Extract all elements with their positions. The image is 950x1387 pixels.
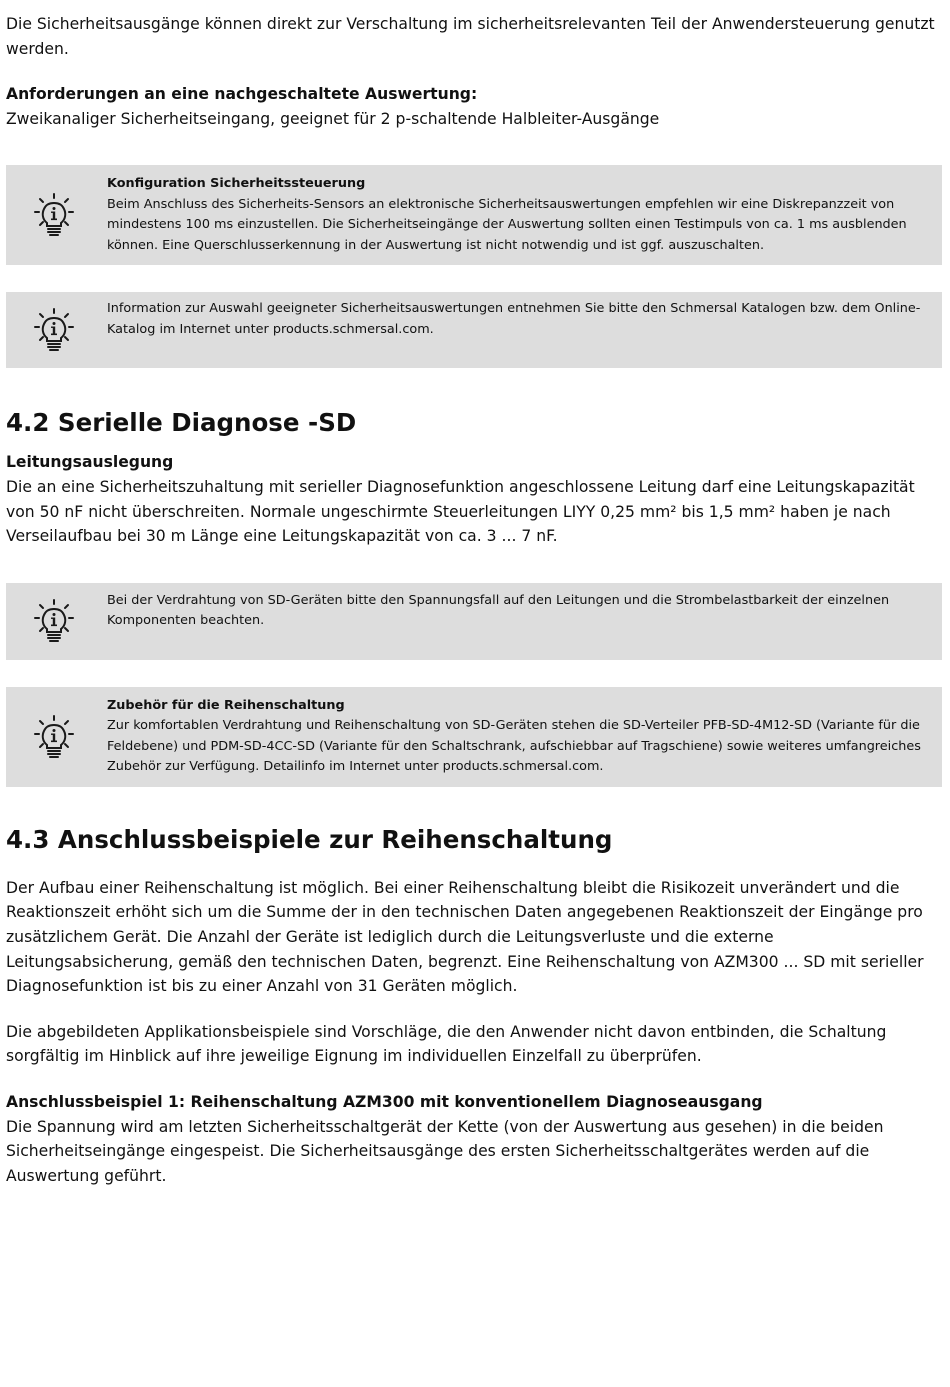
example-text: Die Spannung wird am letzten Sicherheitsschaltgerät der Kette (von der Auswertung aus gesehen) in die beiden Sicherheitseingänge eingespeist. Die Sicherheitsausgänge des ersten Sicherheitsschaltgerätes werden auf die Auswertung geführt.	[6, 1117, 884, 1185]
section-heading-4-3: 4.3 Anschlussbeispiele zur Reihenschaltung	[6, 824, 613, 854]
section-heading-4-2: 4.2 Serielle Diagnose -SD	[6, 408, 357, 438]
info-bulb-icon	[34, 715, 74, 759]
note-title: Zubehör für die Reihenschaltung	[107, 697, 345, 713]
info-bulb-icon	[34, 193, 74, 237]
note-text: Information zur Auswahl geeigneter Sicherheitsauswertungen entnehmen Sie bitte den Schmersal Katalogen bzw. dem Online-Katalog im Internet unter products.schmersal.com.	[107, 301, 921, 337]
note-text: Beim Anschluss des Sicherheits-Sensors an elektronische Sicherheitsauswertungen empfehlen wir eine Diskrepanzzeit von mindestens 100 ms einzustellen. Die Sicherheitseingänge der Auswertung sollten einen Testimpuls von ca. 1 ms ausblenden können. Eine Querschlusserkennung in der Auswertung ist nicht notwendig und ist ggf. auszuschalten.	[107, 196, 907, 253]
note-text: Zur komfortablen Verdrahtung und Reihenschaltung von SD-Geräten stehen die SD-Verteiler PFB-SD-4M12-SD (Variante für die Feldebene) und PDM-SD-4CC-SD (Variante für den Schaltschrank, aufschiebbar auf Tragschiene) sowie weiteres umfangreiches Zubehör zur Verfügung. Detailinfo im Internet unter products.schmersal.com.	[107, 718, 921, 775]
note-box-configuration	[6, 165, 942, 265]
section-paragraph: Der Aufbau einer Reihenschaltung ist möglich. Bei einer Reihenschaltung bleibt die Risikozeit unverändert und die Reaktionszeit erhöht sich um die Summe der in den technischen Daten angegebenen Reaktionszeit der Eingänge pro zusätzlichem Gerät. Die Anzahl der Geräte ist lediglich durch die Leitungsverluste und die externe Leitungsabsicherung, gemäß den technischen Daten, begrenzt. Eine Reihenschaltung von AZM300 ... SD mit serieller Diagnosefunktion ist bis zu einer Anzahl von 31 Geräten möglich.	[6, 878, 924, 996]
note-box-accessories	[6, 687, 942, 787]
note-text: Bei der Verdrahtung von SD-Geräten bitte den Spannungsfall auf den Leitungen und die Strombelastbarkeit der einzelnen Komponenten beachten.	[107, 592, 890, 629]
info-bulb-icon	[34, 308, 74, 352]
subsection-title: Leitungsauslegung	[6, 453, 174, 472]
note-title: Konfiguration Sicherheitssteuerung	[107, 176, 366, 192]
note-box-wiring	[6, 583, 942, 660]
info-bulb-icon	[34, 599, 74, 643]
intro-paragraph: Die Sicherheitsausgänge können direkt zur Verschaltung im sicherheitsrelevanten Teil der Anwendersteuerung genutzt werden.	[6, 15, 935, 58]
document-page	[6, 12, 942, 1188]
requirements-title: Anforderungen an eine nachgeschaltete Auswertung:	[6, 85, 478, 104]
example-title: Anschlussbeispiel 1: Reihenschaltung AZM300 mit konventionellem Diagnoseausgang	[6, 1092, 763, 1111]
note-box-information	[6, 292, 942, 368]
section-paragraph: Die an eine Sicherheitszuhaltung mit serieller Diagnosefunktion angeschlossene Leitung darf eine Leitungskapazität von 50 nF nicht überschreiten. Normale ungeschirmte Steuerleitungen LIYY 0,25 mm² bis 1,5 mm² haben je nach Verseilaufbau bei 30 m Länge eine Leitungskapazität von ca. 3 ... 7 nF.	[6, 477, 915, 546]
section-paragraph: Die abgebildeten Applikationsbeispiele sind Vorschläge, die den Anwender nicht davon entbinden, die Schaltung sorgfältig im Hinblick auf ihre jeweilige Eignung im individuellen Einzelfall zu überprüfen.	[6, 1022, 887, 1066]
requirements-text: Zweikanaliger Sicherheitseingang, geeignet für 2 p-schaltende Halbleiter-Ausgänge	[6, 109, 660, 128]
